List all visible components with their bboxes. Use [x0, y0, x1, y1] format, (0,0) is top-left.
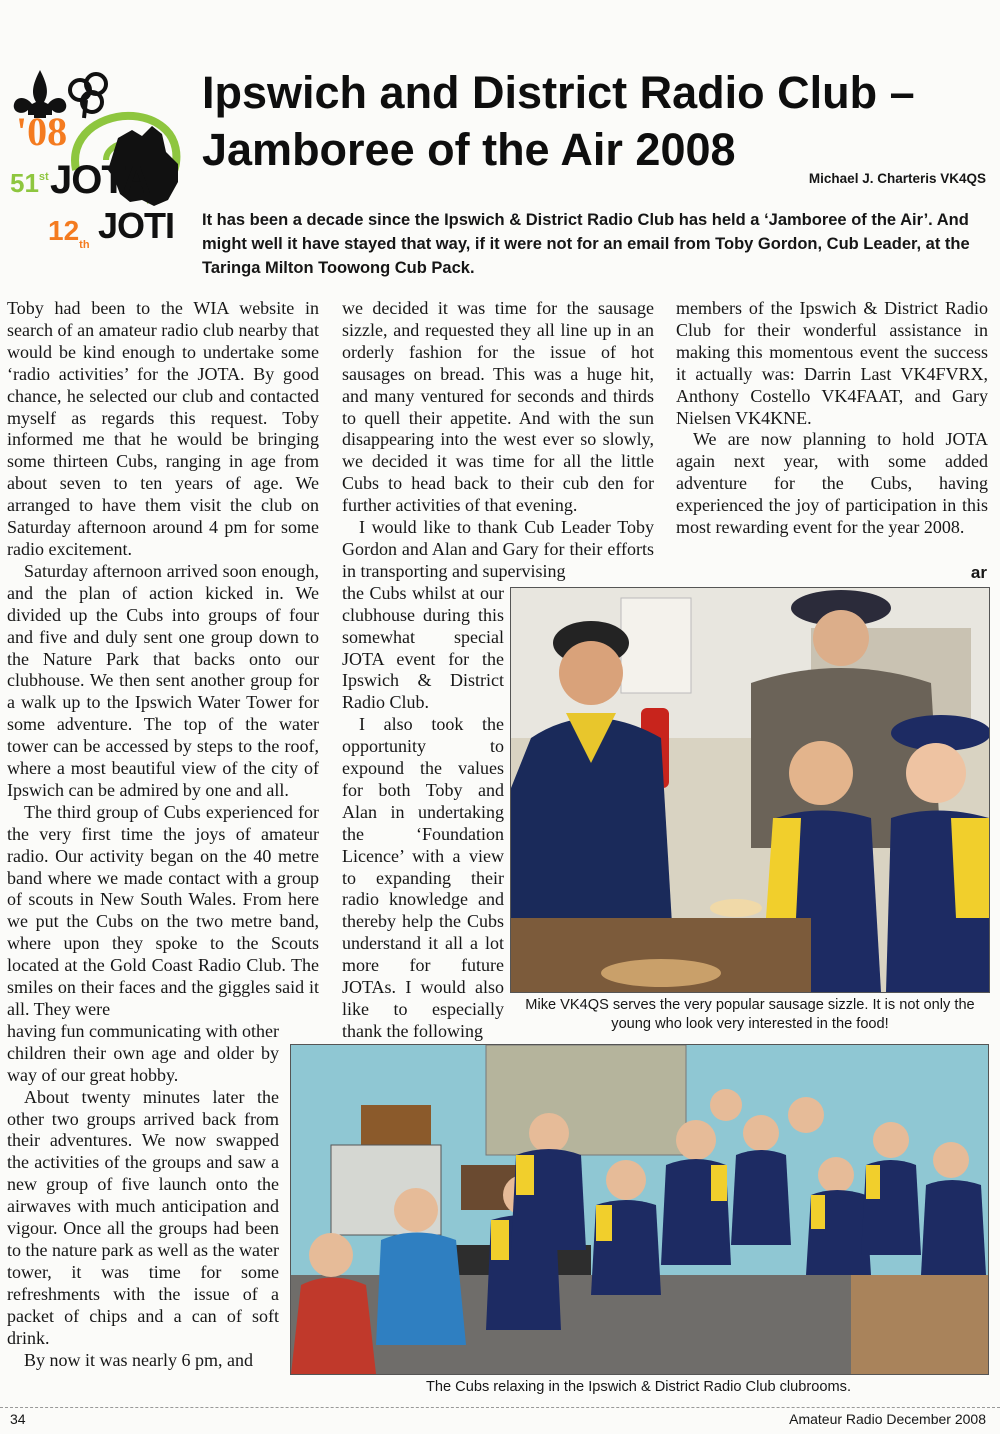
footer-rule: [0, 1407, 1000, 1408]
paragraph: I also took the opportunity to expound the values for both Toby and Alan in undertaking the ‘Foundation Licence’ with a view to expanding their radio knowledge and thereby help the Cubs understand it all a lot more for future JOTAs. I would also like to especially thank the following: [342, 714, 504, 1041]
paragraph: we decided it was time for the sausage sizzle, and requested they all line up in an orderly fashion for the issue of hot sausages on bread. This was a huge hit, and many ventured for seconds and thirds to quell their appetite. And with the sun disappearing into the west ever so slowly, we decided it was time for all the little Cubs to head back to their cub den for further activities of that evening.: [342, 298, 654, 516]
photo-sausage-sizzle: [510, 587, 990, 993]
paragraph: Toby had been to the WIA website in search of an amateur radio club nearby that would be kind enough to undertake some ‘radio activities’ for the JOTA. By good chance, he selected our club and contacted myself as regards this request. Toby informed me that he would be bringing some thirteen Cubs, ranging in age from about seven to ten years of age. We arranged to have them visit the club on Saturday afternoon around 4 pm for some radio excitement.: [7, 298, 319, 559]
logo-jota-number: 51: [10, 168, 39, 198]
end-mark: ar: [970, 563, 987, 582]
svg-text:12th: [48, 215, 90, 250]
column-3: [676, 298, 988, 539]
paragraph: We are now planning to hold JOTA again next year, with some added adventure for the Cubs, having experienced the joy of participation in this most rewarding event for the year 2008.: [676, 429, 988, 538]
paragraph: members of the Ipswich & District Radio Club for their wonderful assistance in making this momentous event the success it actually was: Darrin Last VK4FVRX, Anthony Costello VK4FAAT, and Gary Nielsen VK4KNE.: [676, 298, 988, 428]
paragraph: The third group of Cubs experienced for the very first time the joys of amateur radio. Our activity began on the 40 metre band where we made contact with a group of scouts in New South Wales. From here we put the Cubs on the two metre band, where upon they spoke to the Scouts located at the Gold Coast Radio Club. The smiles on their faces and the giggles said it all. They were: [7, 801, 319, 1019]
article-title: [202, 64, 992, 178]
logo-year: '08: [16, 109, 68, 154]
article-title-line-2: Jamboree of the Air 2008: [202, 124, 736, 175]
column-1: [7, 298, 319, 1371]
photo-clubrooms: [290, 1044, 989, 1375]
trefoil-icon: [70, 74, 106, 118]
photo-clubrooms-image: [291, 1045, 988, 1374]
paragraph: About twenty minutes later the other two groups arrived back from their adventures. We now swapped the activities of the groups and saw a new group of five launch onto the airwaves with much anticipation and vigour. Once all the groups had been to the nature park as well as the water tower, it was time for some refreshments with the issue of a packet of chips and a can of soft drink.: [7, 1086, 279, 1348]
photo-sausage-sizzle-image: [511, 588, 989, 992]
magazine-issue: Amateur Radio December 2008: [789, 1411, 986, 1427]
paragraph: I would like to thank Cub Leader Toby Gordon and Alan and Gary for their efforts in transporting and supervising: [342, 517, 654, 581]
page-number: 34: [10, 1411, 26, 1427]
logo-jota-suffix: st: [38, 171, 49, 183]
jota-joti-logo: [6, 60, 192, 250]
paragraph: By now it was nearly 6 pm, and: [24, 1349, 253, 1370]
photo-clubrooms-caption: The Cubs relaxing in the Ipswich & District Radio Club clubrooms.: [425, 1379, 851, 1395]
paragraph: Saturday afternoon arrived soon enough, and the plan of action kicked in. We divided up the Cubs into groups of four and five and duly sent one group down to the Nature Park that backs onto our clubhouse. We then sent another group for a walk up to the Ipswich Water Tower for some adventure. The top of the water tower can be accessed by steps to the roof, where a most beautiful view of the city of Ipswich can be admired by one and all.: [7, 560, 319, 800]
paragraph: having fun communicating with other children their own age and older by way of our great hobby.: [7, 1020, 279, 1085]
svg-text:51st: [10, 168, 49, 198]
article-title-line-1: Ipswich and District Radio Club –: [202, 67, 915, 118]
paragraph: the Cubs whilst at our clubhouse during this somewhat special JOTA event for the Ipswich & District Radio Club.: [342, 582, 504, 713]
standfirst: It has been a decade since the Ipswich & District Radio Club has held a ‘Jamboree of the Air’. And might well it have stayed that way, if it were not for an email from Toby Gordon, Cub Leader, at the Taringa Milton Toowong Cub Pack.: [202, 211, 970, 277]
logo-joti-suffix: th: [79, 239, 90, 250]
logo-joti-number: 12: [48, 215, 80, 246]
logo-joti: JOTI: [98, 205, 175, 246]
logo-jota: JOTA: [50, 158, 150, 202]
author-byline: Michael J. Charteris VK4QS: [808, 171, 986, 186]
photo-sausage-sizzle-caption: Mike VK4QS serves the very popular sausage sizzle. It is not only the young who look very interested in the food!: [525, 997, 975, 1032]
